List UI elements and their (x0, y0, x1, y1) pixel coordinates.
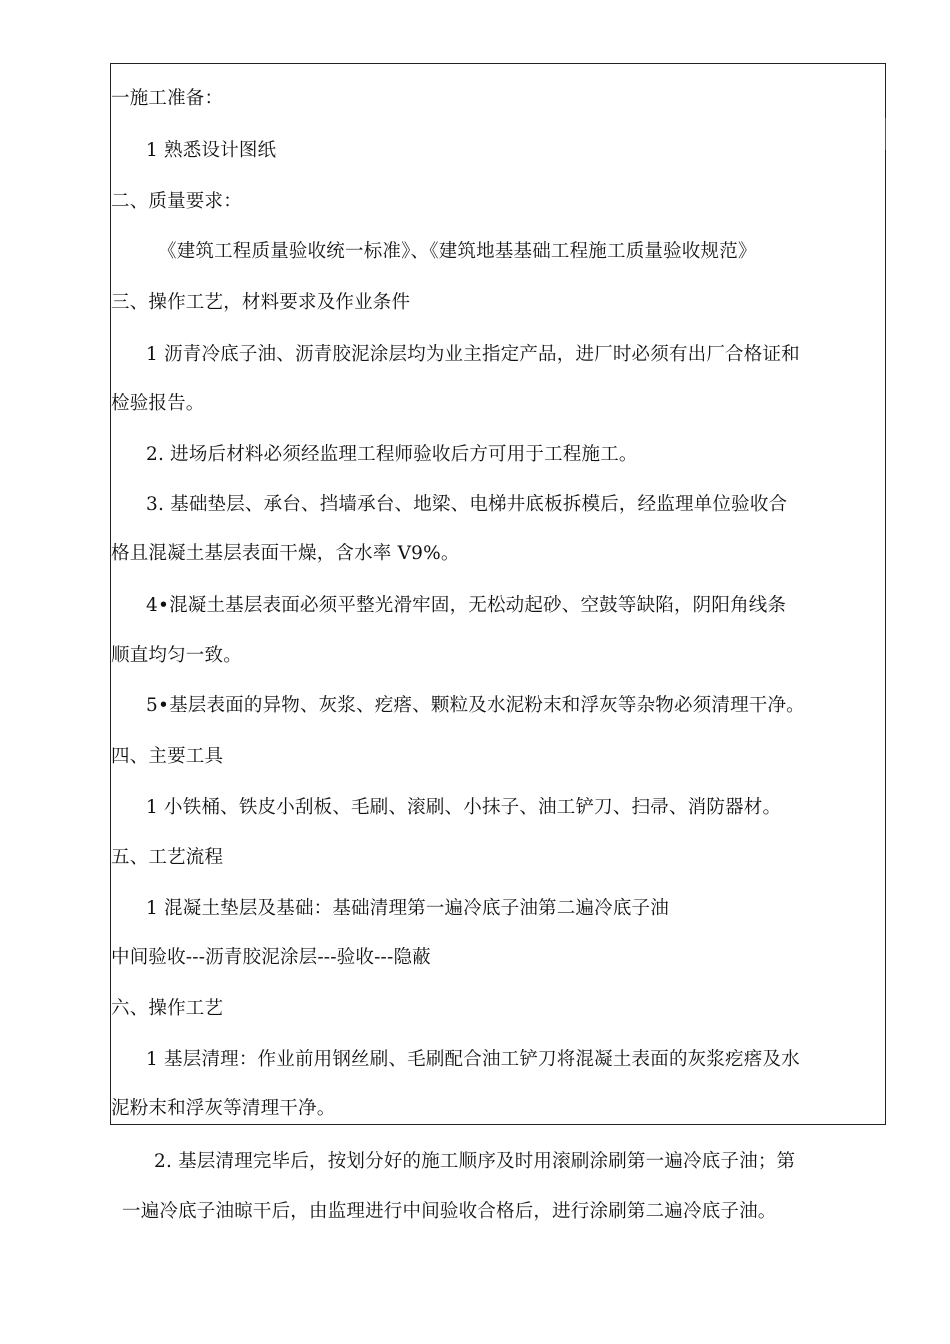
frame-edge-mark (882, 118, 886, 150)
heading-tools: 四、主要工具 (111, 746, 224, 767)
text-line: 检验报告。 (111, 393, 205, 414)
text-line: 格且混凝土基层表面干燥，含水率 V9%。 (111, 543, 460, 564)
text-line: 1 沥青冷底子油、沥青胶泥涂层均为业主指定产品，进厂时必须有出厂合格证和 (146, 344, 800, 365)
text-line: 1 小铁桶、铁皮小刮板、毛刷、滚刷、小抹子、油工铲刀、扫帚、消防器材。 (146, 797, 782, 818)
text-line: 2. 基层清理完毕后，按划分好的施工顺序及时用滚刷涂刷第一遍冷底子油；第 (154, 1151, 796, 1172)
text-line: 中间验收---沥青胶泥涂层---验收---隐蔽 (111, 947, 431, 968)
text-line: 一遍冷底子油晾干后，由监理进行中间验收合格后，进行涂刷第二遍冷底子油。 (122, 1201, 777, 1222)
heading-operation: 六、操作工艺 (111, 998, 224, 1019)
text-line: 顺直均匀一致。 (111, 645, 242, 666)
text-line: 1 混凝土垫层及基础：基础清理第一遍冷底子油第二遍冷底子油 (146, 898, 669, 919)
heading-preparation: 一施工准备： (111, 88, 224, 109)
text-line: 2. 进场后材料必须经监理工程师验收后方可用于工程施工。 (146, 444, 638, 465)
text-line: 3. 基础垫层、承台、挡墙承台、地梁、电梯井底板拆模后，经监理单位验收合 (146, 494, 788, 515)
text-line: 4•混凝土基层表面必须平整光滑牢固，无松动起砂、空鼓等缺陷，阴阳角线条 (146, 595, 787, 616)
text-line: 5•基层表面的异物、灰浆、疙瘩、颗粒及水泥粉末和浮灰等杂物必须清理干净。 (146, 695, 805, 716)
text-line: 《建筑工程质量验收统一标准》、《建筑地基基础工程施工质量验收规范》 (158, 241, 757, 262)
text-line: 1 熟悉设计图纸 (146, 140, 277, 161)
heading-quality: 二、质量要求： (111, 191, 242, 212)
heading-process-materials: 三、操作工艺，材料要求及作业条件 (111, 292, 411, 313)
heading-workflow: 五、工艺流程 (111, 847, 224, 868)
text-line: 1 基层清理：作业前用钢丝刷、毛刷配合油工铲刀将混凝土表面的灰浆疙瘩及水 (146, 1049, 800, 1070)
text-line: 泥粉末和浮灰等清理干净。 (111, 1098, 336, 1119)
